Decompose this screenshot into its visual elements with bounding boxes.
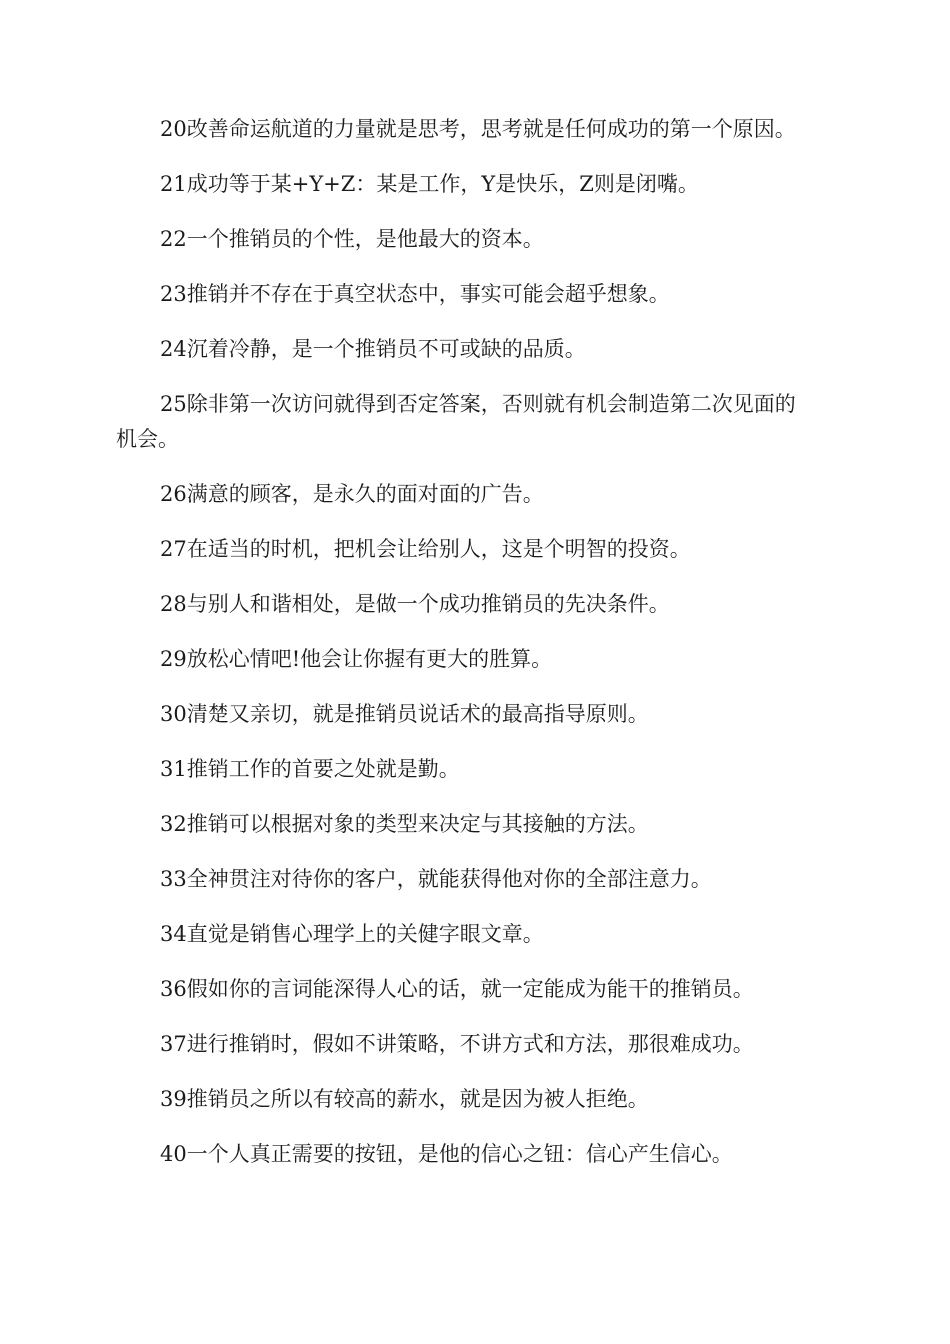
paragraph-22: 22一个推销员的个性，是他最大的资本。 bbox=[160, 227, 544, 251]
paragraph-31: 31推销工作的首要之处就是勤。 bbox=[160, 757, 460, 781]
paragraph-36: 36假如你的言词能深得人心的话，就一定能成为能干的推销员。 bbox=[160, 977, 754, 1001]
paragraph-34: 34直觉是销售心理学上的关健字眼文章。 bbox=[160, 922, 544, 946]
paragraph-28: 28与别人和谐相处，是做一个成功推销员的先决条件。 bbox=[160, 592, 670, 616]
paragraph-37: 37进行推销时，假如不讲策略，不讲方式和方法，那很难成功。 bbox=[160, 1032, 754, 1056]
paragraph-29: 29放松心情吧!他会让你握有更大的胜算。 bbox=[160, 647, 553, 671]
paragraph-30: 30清楚又亲切，就是推销员说话术的最高指导原则。 bbox=[160, 702, 649, 726]
paragraph-33: 33全神贯注对待你的客户，就能获得他对你的全部注意力。 bbox=[160, 867, 712, 891]
paragraph-32: 32推销可以根据对象的类型来决定与其接触的方法。 bbox=[160, 812, 649, 836]
paragraph-20: 20改善命运航道的力量就是思考，思考就是任何成功的第一个原因。 bbox=[160, 117, 796, 141]
paragraph-21: 21成功等于某+Y+Z：某是工作，Y是快乐，Z则是闭嘴。 bbox=[160, 172, 699, 196]
paragraph-40: 40一个人真正需要的按钮，是他的信心之钮：信心产生信心。 bbox=[160, 1142, 733, 1166]
paragraph-26: 26满意的顾客，是永久的面对面的广告。 bbox=[160, 482, 544, 506]
paragraph-25: 25除非第一次访问就得到否定答案，否则就有机会制造第二次见面的机会。 bbox=[116, 392, 796, 451]
paragraph-24: 24沉着冷静，是一个推销员不可或缺的品质。 bbox=[160, 337, 586, 361]
document-body bbox=[116, 112, 816, 1192]
paragraph-39: 39推销员之所以有较高的薪水，就是因为被人拒绝。 bbox=[160, 1087, 649, 1111]
paragraph-23: 23推销并不存在于真空状态中，事实可能会超乎想象。 bbox=[160, 282, 670, 306]
paragraph-27: 27在适当的时机，把机会让给别人，这是个明智的投资。 bbox=[160, 537, 691, 561]
